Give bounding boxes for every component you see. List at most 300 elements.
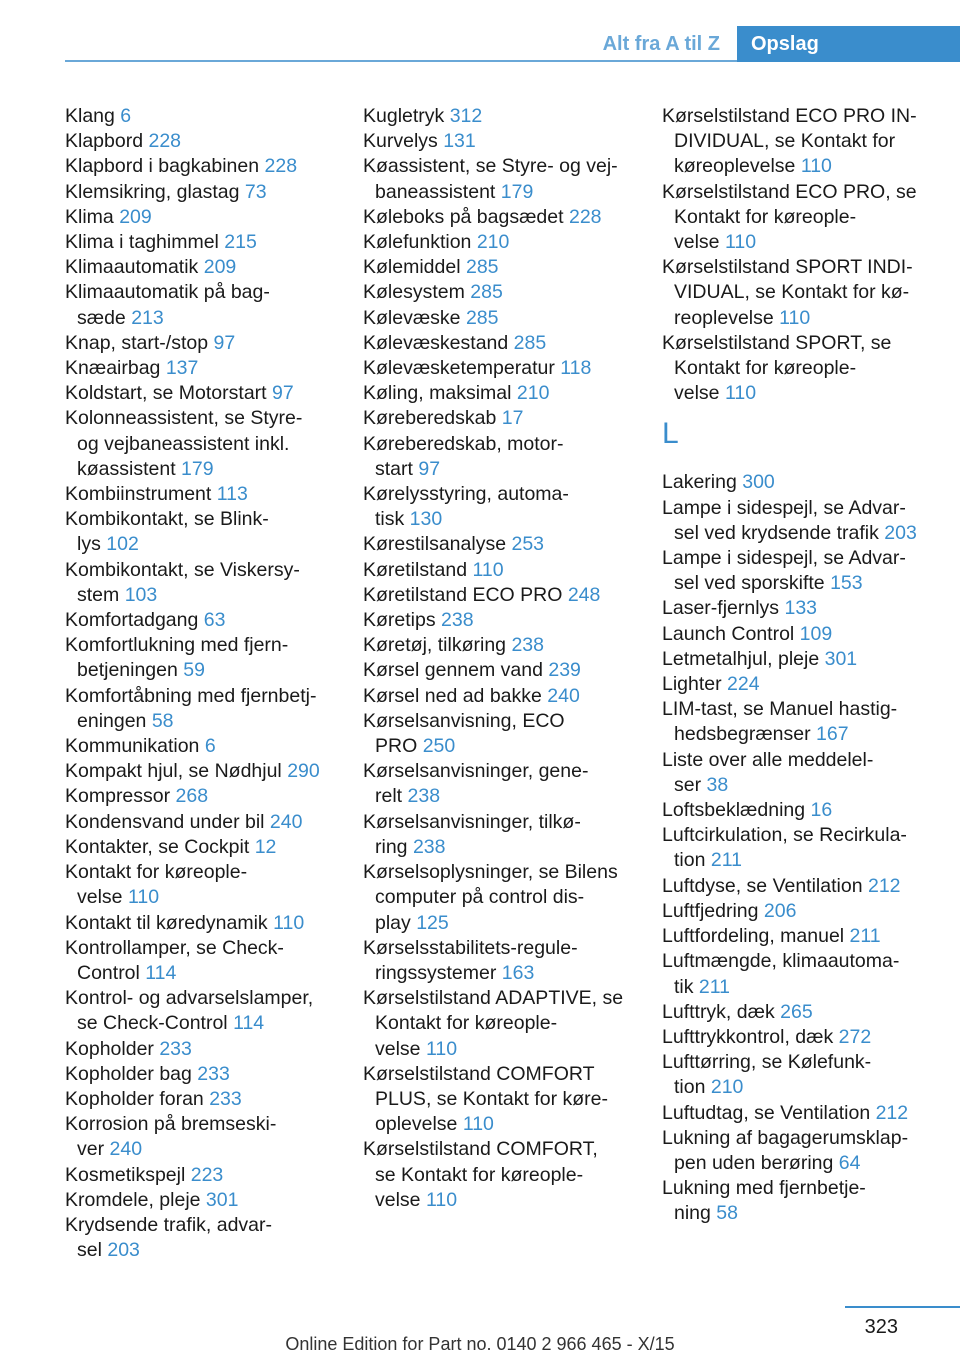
page-reference-link[interactable]: 301 [205, 1188, 239, 1211]
index-entry-text: ser [674, 773, 707, 796]
page-reference-link[interactable]: 125 [416, 911, 449, 934]
index-entry-text: Kontakt for køreople- [674, 205, 857, 228]
page-reference-link[interactable]: 118 [560, 357, 592, 380]
index-entry [662, 823, 937, 873]
index-entry-text: velse [77, 886, 128, 909]
index-entry [662, 748, 937, 798]
index-entry-text: Kompakt hjul, se Nødhjul [65, 760, 288, 783]
index-entry-text: ringssystemer [375, 961, 502, 984]
index-entry [363, 406, 638, 431]
index-entry [65, 558, 340, 608]
index-entry [363, 205, 638, 230]
index-entry [662, 180, 937, 256]
page-reference-link[interactable]: 110 [425, 1037, 458, 1060]
index-entry [65, 835, 340, 860]
page-reference-link[interactable]: 110 [462, 1113, 494, 1136]
page-reference-link[interactable]: 253 [511, 533, 545, 556]
index-entry-text: Kølefunktion [363, 231, 477, 254]
index-entry-text: Kurvelys [363, 130, 444, 153]
index-entry-text: Kontakt for køreople- [375, 1012, 558, 1035]
index-entry-text: tik [674, 975, 699, 998]
index-entry-text: PLUS, se Kontakt for køre- [375, 1087, 609, 1110]
index-entry [662, 496, 937, 546]
page-reference-link[interactable]: 228 [568, 205, 602, 228]
index-entry-text: Kugletryk [363, 105, 450, 127]
index-entry [65, 482, 340, 507]
index-entry-text: Kølevæske [363, 306, 466, 329]
page-reference-link[interactable]: 210 [476, 231, 510, 254]
index-entry-text: Kørestilsanalyse [363, 533, 512, 556]
index-entry [363, 280, 638, 305]
index-entry-text: play [375, 911, 417, 934]
index-entry [65, 230, 340, 255]
index-entry [65, 734, 340, 759]
index-entry-text: Køretøj, tilkøring [363, 634, 512, 657]
footer-rule [845, 1306, 960, 1308]
page-reference-link[interactable]: 203 [884, 521, 917, 544]
index-entry [363, 532, 638, 557]
index-entry-text: LIM-tast, se Manuel hastig- [662, 698, 898, 721]
index-entry-text: ver [77, 1138, 110, 1161]
index-entry [662, 1000, 937, 1025]
index-entry [662, 546, 937, 596]
index-entry-text: se Kontakt for køreople- [375, 1163, 584, 1186]
page-reference-link[interactable]: 239 [548, 659, 581, 682]
page-reference-link[interactable]: 285 [470, 281, 503, 304]
index-entry-text: Korrosion på bremseski- [65, 1113, 277, 1136]
index-entry-text: tion [674, 1076, 711, 1099]
index-entry [65, 356, 340, 381]
index-entry-text: Lampe i sidespejl, se Advar- [662, 496, 906, 519]
index-entry-text: Lukning af bagagerumsklap- [662, 1126, 909, 1149]
index-entry-text: Kommunikation [65, 735, 205, 758]
page-reference-link[interactable]: 110 [779, 306, 811, 329]
page-reference-link[interactable]: 212 [875, 1101, 909, 1124]
index-entry [363, 810, 638, 860]
index-entry [65, 381, 340, 406]
index-entry [363, 759, 638, 809]
index-entry-text: PRO [375, 735, 423, 758]
page-reference-link[interactable]: 131 [443, 130, 476, 153]
index-entry [65, 1112, 340, 1162]
index-entry-text: Kørsel ned ad bakke [363, 684, 548, 707]
page-reference-link[interactable]: 211 [710, 849, 742, 872]
index-entry-text: Krydsende trafik, advar- [65, 1213, 273, 1236]
page-reference-link[interactable]: 248 [567, 583, 601, 606]
index-entry [65, 280, 340, 330]
index-entry-text: Kølesystem [363, 281, 471, 304]
page-reference-link[interactable]: 137 [165, 357, 199, 380]
page-reference-link[interactable]: 59 [183, 659, 205, 682]
index-entry-text: Kørselstilstand SPORT, se [662, 331, 892, 354]
index-entry-text: Kopholder foran [65, 1087, 210, 1110]
index-entry-text: Lakering [662, 471, 743, 494]
index-entry-text: Klemsikring, glastag [65, 180, 245, 203]
page-reference-link[interactable]: 268 [175, 785, 209, 808]
index-entry-text: Kørselstilstand ECO PRO, se [662, 180, 917, 203]
index-entry [363, 230, 638, 255]
index-entry-text: Kørselstilstand COMFORT [363, 1062, 595, 1085]
page-reference-link[interactable]: 312 [449, 105, 483, 127]
index-entry [65, 784, 340, 809]
index-entry-text: velse [674, 231, 725, 254]
page-reference-link[interactable]: 97 [213, 331, 236, 354]
index-entry [662, 1126, 937, 1176]
page-reference-link[interactable]: 16 [810, 799, 833, 822]
index-entry-text: relt [375, 785, 408, 808]
index-entry-text: Kontakt for køreople- [65, 861, 248, 884]
index-entry-text: Kølemiddel [363, 256, 466, 279]
index-entry [65, 1062, 340, 1087]
page-reference-link[interactable]: 238 [441, 609, 474, 632]
index-entry-text: Kørselsanvisninger, gene- [363, 760, 589, 783]
index-entry-text: Køretilstand ECO PRO [363, 583, 568, 606]
index-entry-text: køassistent [77, 457, 182, 480]
page-reference-link[interactable]: 233 [209, 1087, 242, 1110]
index-entry-text: Komfortlukning med fjern- [65, 634, 289, 657]
index-entry-text: Kølevæskestand [363, 331, 514, 354]
index-letter-heading: L [662, 417, 679, 451]
index-entry-text: Koldstart, se Motorstart [65, 382, 272, 405]
page-reference-link[interactable]: 110 [127, 886, 160, 909]
page-reference-link[interactable]: 238 [407, 785, 441, 808]
index-entry [662, 647, 937, 672]
index-entry-text: Kontakt for køreople- [674, 357, 857, 380]
index-entry [65, 154, 340, 179]
index-entry-text: Lighter [662, 673, 728, 696]
index-entry-text: Kosmetikspejl [65, 1163, 191, 1186]
index-entry-text: tisk [375, 508, 410, 531]
index-entry-text: Kørselstilstand COMFORT, [363, 1138, 598, 1161]
page-reference-link[interactable]: 110 [472, 558, 504, 581]
index-entry-text: Kondensvand under bil [65, 810, 270, 833]
index-entry [662, 470, 937, 495]
index-entry-text: Kørselsanvisning, ECO [363, 709, 565, 732]
page-reference-link[interactable]: 63 [203, 609, 226, 632]
index-entry-text: Klapbord i bagkabinen [65, 155, 265, 178]
index-entry [65, 331, 340, 356]
index-entry [363, 709, 638, 759]
page-reference-link[interactable]: 215 [224, 231, 257, 254]
page-reference-link[interactable]: 238 [511, 634, 544, 657]
index-entry-text: Kørselstilstand ADAPTIVE, se [363, 987, 624, 1010]
index-entry [662, 1176, 937, 1226]
page-reference-link[interactable]: 110 [724, 231, 757, 254]
index-entry-text: Luftudtag, se Ventilation [662, 1101, 876, 1124]
index-entry-text: Klima i taghimmel [65, 231, 225, 254]
page-reference-link[interactable]: 153 [830, 572, 863, 595]
index-entry-text: Kontakt til køredynamik [65, 911, 274, 934]
index-entry-text: Kontakter, se Cockpit [65, 835, 255, 858]
index-entry [65, 936, 340, 986]
index-entry-text: Kørselstilstand SPORT INDI- [662, 256, 913, 279]
index-entry-text: Lufttørring, se Kølefunk- [662, 1051, 872, 1074]
index-entry-text: hedsbegrænser [674, 723, 817, 746]
index-entry-text: Køreberedskab, motor- [363, 432, 564, 455]
index-entry-text: Køassistent, se Styre- og vej- [363, 155, 618, 178]
index-entry-text: Køreberedskab [363, 407, 502, 430]
page-reference-link[interactable]: 58 [716, 1202, 738, 1225]
page-reference-link[interactable]: 110 [273, 911, 305, 934]
page-reference-link[interactable]: 130 [409, 508, 443, 531]
index-entry [662, 104, 937, 180]
index-column-1 [65, 104, 340, 1263]
index-entry [363, 1137, 638, 1213]
index-entry-text: Køling, maksimal [363, 382, 517, 405]
index-entry-text: Lufttrykkontrol, dæk [662, 1025, 839, 1048]
index-entry-text: Kopholder [65, 1037, 160, 1060]
index-entry-text: lys [77, 533, 107, 556]
index-entry-text: Kontrol- og advarselslamper, [65, 987, 314, 1010]
page-reference-link[interactable]: 211 [849, 925, 881, 948]
index-entry-text: Komfortåbning med fjernbetj- [65, 684, 317, 707]
page-reference-link[interactable]: 179 [500, 180, 534, 203]
page-reference-link[interactable]: 213 [131, 306, 164, 329]
index-entry-text: Klimaautomatik på bag- [65, 281, 270, 304]
index-entry-text: start [375, 457, 419, 480]
index-entry-text: Klang [65, 105, 121, 127]
index-entry-text: Klimaautomatik [65, 256, 204, 279]
index-entry [363, 684, 638, 709]
page-reference-link[interactable]: 110 [724, 382, 757, 405]
page-reference-link[interactable]: 285 [513, 331, 547, 354]
index-entry [662, 1101, 937, 1126]
page-reference-link[interactable]: 300 [742, 471, 775, 494]
index-entry-text: tion [674, 849, 711, 872]
page-reference-link[interactable]: 114 [145, 961, 177, 984]
index-entry [363, 432, 638, 482]
page-reference-link[interactable]: 228 [264, 155, 298, 178]
page-reference-link[interactable]: 272 [838, 1025, 872, 1048]
page-reference-link[interactable]: 167 [816, 723, 849, 746]
index-entry-text: Launch Control [662, 622, 800, 645]
index-entry-text: Kopholder bag [65, 1062, 198, 1085]
index-entry-text: sel ved krydsende trafik [674, 521, 885, 544]
index-entry [65, 255, 340, 280]
index-entry [363, 608, 638, 633]
index-entry [65, 1213, 340, 1263]
page-reference-link[interactable]: 206 [763, 899, 797, 922]
page-reference-link[interactable]: 210 [516, 382, 550, 405]
page-reference-link[interactable]: 238 [412, 835, 446, 858]
index-entry-text: Lukning med fjernbetje- [662, 1177, 866, 1200]
page-reference-link[interactable]: 113 [216, 483, 248, 506]
page-reference-link[interactable]: 64 [838, 1151, 861, 1174]
page-reference-link[interactable]: 301 [824, 647, 858, 670]
page-reference-link[interactable]: 163 [501, 961, 535, 984]
page-reference-link[interactable]: 209 [203, 256, 237, 279]
index-entry-text: Klapbord [65, 130, 149, 153]
page-reference-link[interactable]: 224 [727, 673, 760, 696]
index-entry [662, 697, 937, 747]
index-entry-text: Køretilstand [363, 558, 473, 581]
index-entry [363, 129, 638, 154]
index-entry [65, 1087, 340, 1112]
index-entry-text: Kørselsanvisninger, tilkø- [363, 810, 581, 833]
index-entry [662, 331, 937, 407]
page-reference-link[interactable]: 58 [151, 709, 174, 732]
index-entry [65, 205, 340, 230]
index-entry [363, 306, 638, 331]
header-section-title: Alt fra A til Z [602, 33, 720, 55]
page-number: 323 [864, 1316, 898, 1338]
page-reference-link[interactable]: 223 [190, 1163, 224, 1186]
page-reference-link[interactable]: 12 [254, 835, 277, 858]
page-reference-link[interactable]: 233 [197, 1062, 230, 1085]
page-reference-link[interactable]: 240 [269, 810, 303, 833]
index-entry-text: Letmetalhjul, pleje [662, 647, 825, 670]
index-entry-text: Luftmængde, klimaautoma- [662, 950, 900, 973]
page-reference-link[interactable]: 285 [465, 306, 499, 329]
page-reference-link[interactable]: 6 [120, 105, 132, 127]
index-entry [662, 255, 937, 331]
index-entry [363, 482, 638, 532]
page-reference-link[interactable]: 203 [107, 1239, 140, 1262]
page-reference-link[interactable]: 38 [706, 773, 729, 796]
index-entry [363, 331, 638, 356]
index-entry [65, 633, 340, 683]
index-entry-text: Kørselsstabilitets-regule- [363, 936, 578, 959]
footer-edition: Online Edition for Part no. 0140 2 966 465 - X/15 [285, 1334, 675, 1354]
index-entry [662, 1050, 937, 1100]
page-reference-link[interactable]: 285 [465, 256, 499, 279]
index-entry-text: Kølevæsketemperatur [363, 357, 561, 380]
index-entry-text: Control [77, 961, 146, 984]
index-entry-text: VIDUAL, se Kontakt for kø- [674, 281, 910, 304]
page-reference-link[interactable]: 228 [148, 130, 182, 153]
index-entry-text: pen uden berøring [674, 1151, 839, 1174]
page-reference-link[interactable]: 212 [867, 874, 901, 897]
index-entry [363, 104, 638, 129]
index-entry [65, 911, 340, 936]
page-reference-link[interactable]: 210 [710, 1076, 744, 1099]
page-reference-link[interactable]: 265 [780, 1000, 813, 1023]
index-entry-text: Knap, start-/stop [65, 331, 214, 354]
page-reference-link[interactable]: 97 [272, 382, 294, 405]
index-entry [363, 255, 638, 280]
index-entry [363, 154, 638, 204]
page-reference-link[interactable]: 179 [181, 457, 214, 480]
page-reference-link[interactable]: 110 [425, 1188, 458, 1211]
index-entry-text: oplevelse [375, 1113, 463, 1136]
index-entry-text: Luftdyse, se Ventilation [662, 874, 868, 897]
index-entry [363, 558, 638, 583]
index-entry [662, 672, 937, 697]
index-entry-text: Kombikontakt, se Blink- [65, 508, 269, 531]
index-entry-text: Kombiinstrument [65, 483, 217, 506]
index-entry-text: sel ved sporskifte [674, 572, 831, 595]
index-entry [363, 1062, 638, 1138]
index-entry-text: DIVIDUAL, se Kontakt for [674, 130, 896, 153]
index-entry-text: velse [674, 382, 725, 405]
index-entry-text: Kørelysstyring, automa- [363, 483, 569, 506]
index-entry [363, 986, 638, 1062]
page-reference-link[interactable]: 103 [124, 583, 158, 606]
page-reference-link[interactable]: 6 [204, 735, 216, 758]
index-entry-text: betjeningen [77, 659, 184, 682]
index-entry-text: og vejbaneassistent inkl. [77, 432, 290, 455]
index-entry [65, 684, 340, 734]
index-entry-text: Lufttryk, dæk [662, 1000, 781, 1023]
index-entry-text: Luftfordeling, manuel [662, 925, 850, 948]
page-reference-link[interactable]: 209 [119, 205, 152, 228]
index-entry-text: Lampe i sidespejl, se Advar- [662, 547, 906, 570]
index-entry-text: Liste over alle meddelel- [662, 748, 874, 771]
page-reference-link[interactable]: 110 [800, 155, 832, 178]
index-entry [662, 949, 937, 999]
page-reference-link[interactable]: 17 [501, 407, 524, 430]
index-entry [65, 507, 340, 557]
index-entry [363, 583, 638, 608]
index-column-2 [363, 104, 638, 1213]
index-entry [65, 810, 340, 835]
index-entry [65, 406, 340, 482]
index-entry-text: velse [375, 1188, 426, 1211]
index-entry-text: eningen [77, 709, 152, 732]
index-entry [662, 899, 937, 924]
page-reference-link[interactable]: 109 [799, 622, 833, 645]
index-entry-text: ring [375, 835, 413, 858]
header-tab-opslag[interactable]: Opslag [737, 26, 960, 62]
index-entry-text: Knæairbag [65, 357, 166, 380]
index-entry-text: Klima [65, 205, 120, 228]
index-entry [363, 936, 638, 986]
index-entry [662, 596, 937, 621]
index-entry-text: ning [674, 1202, 717, 1225]
index-entry-text: reoplevelse [674, 306, 780, 329]
index-entry-text: Kombikontakt, se Viskersy- [65, 558, 300, 581]
index-entry [363, 381, 638, 406]
index-entry [65, 608, 340, 633]
page-reference-link[interactable]: 240 [109, 1138, 143, 1161]
index-entry-text: Luftcirkulation, se Recirkula- [662, 824, 907, 847]
index-entry-text: Luftfjedring [662, 899, 764, 922]
page-reference-link[interactable]: 233 [159, 1037, 192, 1060]
page-reference-link[interactable]: 114 [233, 1012, 265, 1035]
page-reference-link[interactable]: 211 [698, 975, 731, 998]
index-entry-text: Kontrollamper, se Check- [65, 936, 284, 959]
index-entry-text: Laser-fjernlys [662, 597, 785, 620]
index-entry [65, 104, 340, 129]
page-reference-link[interactable]: 73 [244, 180, 267, 203]
index-entry [363, 658, 638, 683]
page-reference-link[interactable]: 133 [784, 597, 818, 620]
index-entry-text: baneassistent [375, 180, 501, 203]
page-reference-link[interactable]: 250 [422, 735, 456, 758]
index-entry [662, 874, 937, 899]
index-entry [65, 759, 340, 784]
index-entry-text: Kørselsoplysninger, se Bilens [363, 861, 618, 884]
index-entry-text: Køretips [363, 609, 442, 632]
index-entry-text: computer på control dis- [375, 886, 585, 909]
page-reference-link[interactable]: 102 [106, 533, 139, 556]
index-entry-text: Kolonneassistent, se Styre- [65, 407, 303, 430]
index-entry [662, 1025, 937, 1050]
index-entry-text: stem [77, 583, 125, 606]
index-entry [662, 924, 937, 949]
index-entry-text: Kørselstilstand ECO PRO IN- [662, 105, 917, 127]
index-entry-text: Køleboks på bagsædet [363, 205, 569, 228]
index-entry-text: sel [77, 1239, 108, 1262]
index-entry [65, 180, 340, 205]
index-entry [65, 986, 340, 1036]
page-reference-link[interactable]: 290 [287, 760, 320, 783]
index-entry [363, 633, 638, 658]
page-reference-link[interactable]: 240 [547, 684, 580, 707]
index-entry [65, 860, 340, 910]
index-entry-text: Komfortadgang [65, 609, 204, 632]
page-reference-link[interactable]: 97 [418, 457, 441, 480]
